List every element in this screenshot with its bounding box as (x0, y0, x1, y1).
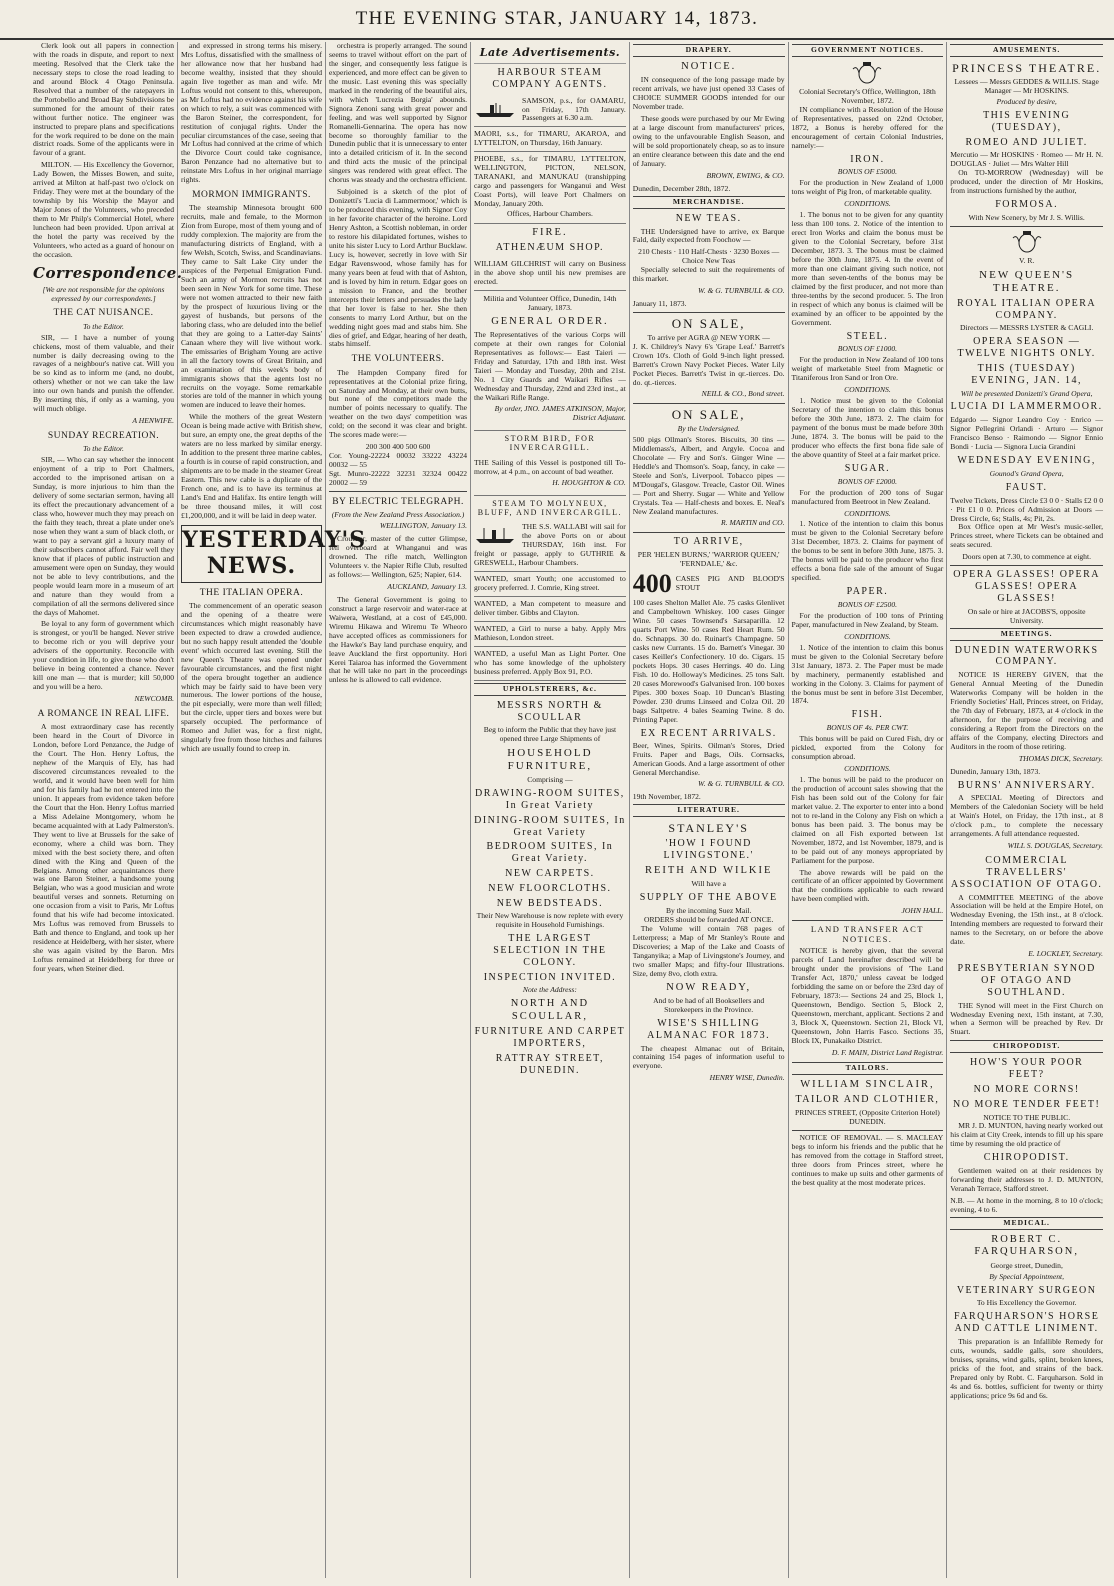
cast-list: Mercutio — Mr HOSKINS · Romeo — Mr H. N. DOUGLAS · Juliet — Mrs Walter Hill (950, 150, 1104, 169)
ad-text: IN consequence of the long passage made by recent arrivals, we have just opened 33 Cases of CHOICE SUMMER GOODS intended for our November trade. (632, 75, 785, 112)
letter-signature: A HENWIFE. (132, 416, 174, 426)
ad-text: With New Scenery, by Mr J. S. Willis. (968, 212, 1085, 222)
ad-heading: HARBOUR STEAM COMPANY AGENTS. (492, 66, 608, 90)
ad-heading: SUPPLY OF THE ABOVE (639, 892, 778, 904)
notice-text: The above rewards will be paid on the certificate of an officer appointed by Government that the conditions applicable to each reward have been complied with. (791, 867, 944, 904)
ad-heading: ON SALE, (671, 407, 746, 423)
ad-text: PER 'HELEN BURNS,' 'WARRIOR QUEEN,' 'FERNDALE,' &c. (637, 549, 780, 568)
ad-heading: FAUST. (1005, 481, 1048, 493)
article-text: and expressed in strong terms his misery. Mrs Loftus, dissatisfied with the smallness of her allowance now that her husband had become wealthy, insisted that they should again live together as man and wife. Mr Loftus would not consent to this, whereupon, as Mr Loftus had no evidence against his wife on which to rely, a suit was commenced with the Baron Steiner, the correspondent, for restitution of conjugal rights. Under the peculiar circumstances of the case, seeing that Mr Loftus had connived at the crime of which the Divorce Court could take cognisance, Baron Penzance had no alternative but to reinstate Mrs Loftus in her original marriage rights. (181, 41, 322, 185)
article-text: orchestra is properly arranged. The sound seems to travel without effort on the part of the singer, and consequently less fatigue is experienced, and more effect can be given to the music. Last evening this was specially marked in the rendering of the beautiful airs, with which 'Lucrezia Borgia' abounds. Signora Zenoni sang with great power and feeling, and was well supported by Signor Romanelli-Gennarina. The opera has now become so thoroughly familiar to the Dunedin public that it is unnecessary to enter into a detailed criticism of it. In the second and third acts the music of the principal singers was rendered with great effect. The chorus was steady and the orchestra efficient. (329, 41, 468, 185)
notice-heading: FISH. (851, 709, 884, 721)
ad-signature: W. & G. TURNBULL & CO. (698, 286, 785, 296)
letter-heading: SUNDAY RECREATION. (47, 431, 160, 442)
ad-text: MR J. D. MUNTON, having nearly worked out his claim at City Creek, intends to fill up his spare time by resuming the old practice of (950, 1121, 1104, 1149)
ad-heading: NEW TEAS. (675, 212, 742, 224)
ad-text: Directors — MESSRS LYSTER & CAGLI. (959, 323, 1094, 333)
article-text: The commencement of an operatic season and the opening of a theatre were circumstances which might reasonably have been expected to draw a crowded audience, but no such happy result attended the 'double event' which occurred last evening. Still the new Queen's Theatre was opened under favourable circumstances, and the first night of the opera brought together an audience which may be fairly said to have been very numerous. The lower portions of the house, the pit especially, were more than well filled; but the circle, upper tiers and boxes were but sparsely occupied. The performance of Romeo and Juliet was, for a first night, singularly free from those hitches and failures which are usually found to creep in. (181, 600, 322, 754)
ad-text: To arrive per AGRA @ NEW YORK — (647, 333, 770, 343)
ad-text: 500 pigs Ollman's Stores. Biscuits, 30 tins — Middlemass's, Albert, and Argyle. Cocoa and Chocolate — Fry and Son's. Ginger Wine — Heddle's and Thomson's. Soap, fancy, in cake — Steele and Son's, Liverpool. Tobacco pipes — M'Dougal's, Glasgow. Treacle, Castor Oil. Wines — Port and Sherry. Sugar — White and Yellow Crystals. Tea — Half-chests and boxes. E. Neal's New Zealand manufactures. (632, 435, 785, 517)
ad-text: PHOEBE, s.s., for TIMARU, LYTTELTON, WELLINGTON, PICTON, NELSON, TARANAKI, and MANUKAU (transhipping cargo and passengers for Wanganui and West Coast Ports), will leave Port Chalmers on Monday, January 20th. (474, 154, 626, 209)
ad-heading: FORMOSA. (995, 199, 1059, 211)
notice-signature: JOHN HALL. (901, 906, 944, 916)
ad-text: Beer, Wines, Spirits. Oilman's Stores, Dried Fruits. Paper and Bags, Oils. Cornsacks, American Goods. And a large assortment of other General Merchandise. (632, 741, 785, 778)
ad-text: The Representatives of the various Corps will compete at their own ranges for Colonial Representatives as follows:— East Taieri — Friday and Saturday, 17th and 18th inst. West Taieri — Monday and Tuesday, 20th and 21st. No. 1 City Guards and Waikari Rifles — Wednesday and Thursday, 22nd and 23rd inst., at the Waikari Rifle Range. (474, 330, 626, 402)
ad-text: By the incoming Suez Mail. (665, 906, 752, 916)
notice-text: 1. Notice of the intention to claim this bonus must be given to the Colonial Secretary before 31st January, 1873. 2. The Paper must be made by machinery, permanently established and working in the Colony. 3. Claims for payment of the bonus must be sent in before 31st December, 1874. (791, 642, 944, 706)
dateline: WELLINGTON, January 13. (379, 521, 468, 531)
section-label: GOVERNMENT NOTICES. (792, 44, 944, 57)
letter-signature: NEWCOMB. (134, 694, 174, 704)
section-label: MERCHANDISE. (633, 196, 785, 209)
column-4 (471, 42, 630, 1578)
disclaimer: [We are not responsible for the opinions expressed by our correspondents.] (42, 284, 165, 303)
advertisement (474, 622, 626, 647)
article-text: MILTON. — His Excellency the Governor, Lady Bowen, the Misses Bowen, and suite, arrived at Milton at half-past two o'clock on Friday. They were met at the boundary of the township by his Worship the Mayor and Major Jones of the Volunteers, who preceded them to Mr Philp's Commercial Hotel, where luncheon had been provided. Upon arrival at the hotel the party was received by the Volunteers, who acted as a guard of honour on the occasion. (33, 160, 174, 259)
article-text: Subjoined is a sketch of the plot of Donizetti's 'Lucia di Lammermoor,' which is to be produced this evening, with Signor Coy in her favorite character of the heroine. Lord Henry Ashton, a Scottish nobleman, in order to restore his dilapidated fortunes, wishes to unite his sister Lucy to Lord Arthur Bucklaw. Lucy is, however, secretly in love with Sir Edgar Ravenswood, whose family has for many years been at feud with that of Ashton, and is loved by him in return. Edgar goes on a mission to France, and the brother intercepts their letters and persuades the lady that her lover is false to her. She then consents to marry Lord Arthur, but on the wedding night goes mad and stabs him. She dies of grief, and Edgar, hearing of her death, stabs himself. (329, 187, 468, 349)
ad-text: PRINCES STREET, (Opposite Criterion Hotel) DUNEDIN. (795, 1107, 940, 1126)
ad-item: NEW FLOORCLOTHS. (488, 882, 612, 894)
royal-crest-icon (1008, 230, 1046, 254)
notice-signature: D. F. MAIN, District Land Registrar. (831, 1047, 944, 1057)
conditions-label: CONDITIONS. (844, 764, 891, 774)
conditions-label: CONDITIONS. (844, 199, 891, 209)
notice-text: NOTICE is hereby given, that the several parcels of Land hereinafter described will be brought under the provisions of 'The Land Transfer Act, 1870,' unless caveat be lodged forbidding the same on or before the 23rd day of February, 1873:— Sections 24 and 25, Block 1, Queenstown, Bendigo. Section 5, Block 2, Queenstown, merchant, applicant. Sections 2 and 3, Block X, Queenstown. Section 21, Block VI, Queenstown, John Harris Fasco. Sections 35, Block IX, Punakaiko District. (791, 946, 944, 1045)
ad-signature: E. LOCKLEY, Secretary. (1028, 949, 1104, 959)
ad-heading: PRESBYTERIAN SYNOD OF OTAGO AND SOUTHLAND. (957, 963, 1096, 998)
notice-text: 1. The bonus not to be given for any quantity less than 100 tons. 2. Notice of the intention to erect Iron Works and claim the bonus must be given to the Colonial Secretary, before 31st December, 1873. 3. The bonus must be claimed before the 30th June, 1875. 4. In the event of more than one claimant giving such notice, not more than seven-tenths of the bonus may be claimed by the first producer, and not more than three-tenths by the second producer. 5. The Iron in respect of which any bonus is claimed will be examined by an officer to be appointed by the Government. (791, 210, 944, 327)
ad-text: NOTICE OF REMOVAL. — S. MACLEAY begs to inform his friends and the public that he has removed from the cottage in Stafford street, three doors from Princes street, where he continues to make up suits and other garments of the best quality at the most moderate prices. (791, 1132, 944, 1187)
advertisement (474, 257, 626, 291)
notice-text: 1. The bonus will be paid to the producer on the production of account sales showing that the Fish has been sold out of the Colony for fair market value. 2. The exporter to enter into a bond not to re-land in the Colony any Fish on which a bonus has been paid. 3. The bonus may be claimed on all Fish exported between 1st November, 1872, and 1st November, 1879, and is to be paid out of any moneys appropriated by Parliament for the purpose. (791, 774, 944, 865)
ad-text: Produced by desire, (996, 97, 1057, 107)
ad-item: NEW BEDSTEADS. (496, 897, 604, 909)
notice-text: For the production of 100 tons of Printing Paper, manufactured in New Zealand, by Steam. (791, 610, 944, 629)
ad-heading: MESSRS NORTH & SCOULLAR (496, 699, 603, 723)
ad-text: January 11, 1873. (632, 299, 687, 309)
notice-heading: IRON. (850, 153, 885, 165)
advertisement (474, 597, 626, 622)
ad-heading: FIRE. (532, 227, 568, 238)
ad-heading: STANLEY'S (668, 821, 749, 836)
ad-text: Dunedin, January 13th, 1873. (950, 766, 1041, 776)
ad-signature: R. MARTIN and CO. (721, 518, 785, 527)
section-heading: Correspondence. (33, 263, 183, 282)
ad-heading: GENERAL ORDER. (491, 315, 609, 327)
conditions-label: CONDITIONS. (844, 385, 891, 395)
ad-heading: EX RECENT ARRIVALS. (640, 727, 777, 739)
advertisement (474, 520, 626, 572)
advertisement (474, 152, 626, 224)
section-label: DRAPERY. (633, 44, 785, 57)
bonus-amount: BONUS OF £5000. (837, 167, 898, 177)
ad-text: NOTICE IS HEREBY GIVEN, that the General Annual Meeting of the Dunedin Waterworks Company will be holden in the Friendly Societies' Hall, Princes street, on Friday, the 7th day of February, 1873, at 4 o'clock in the afternoon, for the purpose of receiving and considering a Report from the Directors on the affairs of the Company, electing Directors and Auditors in the room of those retiring. (950, 670, 1104, 751)
notice-heading: PAPER. (846, 586, 889, 598)
article-heading: A ROMANCE IN REAL LIFE. (37, 709, 170, 720)
ad-heading: WILLIAM SINCLAIR, (800, 1078, 935, 1090)
ad-signature: WILL S. DOUGLAS, Secretary. (1007, 841, 1104, 851)
ad-item: BEDROOM SUITES, In Great Variety. (486, 841, 614, 865)
article-heading: BY ELECTRIC TELEGRAPH. (332, 497, 464, 507)
conditions-label: CONDITIONS. (844, 508, 891, 518)
ad-text: Lessees — Messrs GEDDES & WILLIS. Stage Manager — Mr HOSKINS. (954, 77, 1099, 96)
ad-text: Beg to inform the Public that they have just opened three Large Shipments of (483, 725, 617, 744)
column-3 (326, 42, 471, 1578)
ad-item: INSPECTION INVITED. (483, 971, 617, 983)
newspaper-masthead: THE EVENING STAR, JANUARY 14, 1873. (0, 0, 1114, 40)
score-row: Cor. Young-22224 00032 33222 43224 00032 — 55 (329, 451, 468, 470)
ad-text: WANTED, a useful Man as Light Porter. One who has some knowledge of the upholstery business preferred. Apply Box 91, P.O. (474, 648, 626, 676)
ad-text: By the Undersigned. (677, 424, 740, 434)
ad-text: WILLIAM GILCHRIST will carry on Business in the above shop until his new premises are erected. (474, 259, 626, 287)
ad-heading: NO MORE TENDER FEET! (953, 1098, 1101, 1110)
ad-text: By Special Appointment, (989, 1271, 1065, 1281)
ad-heading: ROBERT C. FARQUHARSON, (974, 1233, 1079, 1258)
ad-heading: OPERA GLASSES! OPERA GLASSES! OPERA GLASSES! (953, 569, 1100, 604)
ad-heading: HOW'S YOUR POOR FEET? (969, 1057, 1084, 1081)
ad-heading: ROYAL ITALIAN OPERA COMPANY. (957, 297, 1097, 321)
ad-heading: ROMEO AND JULIET. (965, 136, 1088, 148)
ad-text: THE Synod will meet in the First Church on Wednesday Evening next, 15th instant, at 7.30, when a Sermon will be preached by Rev. Dr Stuart. (950, 1000, 1104, 1037)
ad-text: J. K. Childrey's Navy 6's 'Grape Leaf.' Barrett's Crown 10's. Cloth of Gold 9-inch light pressed. Barrett's Crown Navy Pocket Pieces. Water Lily Pocket Pieces. Barrett's Twist in qr.-tierces. Do. do. qt.-tierces. (632, 342, 785, 388)
advertisement (474, 647, 626, 681)
ad-text: The Volume will contain 768 pages of Letterpress; a Map of Mr Stanley's Route and Discoveries; a Map of the Lake and Coasts of Tanganyika; a Map of Livingstone's Journey, and two smaller Maps; and fifty-four Illustrations. Size, demy 8vo, cloth extra. (632, 923, 785, 978)
section-label: MEETINGS. (950, 628, 1103, 641)
ad-item: DRAWING-ROOM SUITES, In Great Variety (475, 788, 625, 811)
ad-text: George street, Dunedin, (990, 1260, 1063, 1270)
article-source: (From the New Zealand Press Association.) (331, 510, 465, 520)
ad-signature: BROWN, EWING, & CO. (706, 170, 785, 180)
article-text: The steamship Minnesota brought 600 recruits, male and female, to the Mormon Zion from Europe, most of them young and of ruddy complexion. The majority are from the manufacturing districts of England, with a few Welsh, Scotch, Swiss, and Scandinavians. They came to Salt Lake City under the auspices of the Perpetual Emigration Fund. Such an army of Mormon recruits has not been seen in New York for some time. These were not women attracted to their new faith by the prospect of luxurious living or the gayest of husbands, but persons of the laboring class, who are deluded into the belief that they are going to a Latter-day Saints' Canaan where they will live without work. The emissaries of Brigham Young are active in all the factory towns of Great Britain, and an examination of this week's body of immigrants shows that the agents lost no recruits on the voyage. Some remarkable stories are told of the manner in which young women are induced to leave their homes. (181, 203, 322, 410)
ad-text: THE Undersigned have to arrive, ex Barque Fald, daily expected from Foochow — (632, 226, 785, 245)
section-heading: Late Advertisements. (479, 46, 621, 59)
ad-text: 210 Chests · 110 Half-Chests · 3230 Boxes — Choice New Teas (638, 247, 780, 266)
ad-text: CASES PIG AND BLOOD'S STOUT (675, 574, 785, 592)
notice-text: This bonus will be paid on Cured Fish, dry or pickled, exported from the Colony for consumption abroad. (791, 734, 944, 762)
steamship-icon (474, 525, 518, 545)
ad-signature: THOMAS DICK, Secretary. (1018, 753, 1104, 763)
column-5 (630, 42, 789, 1578)
ad-item: THE LARGEST SELECTION IN THE COLONY. (493, 933, 607, 968)
ad-heading: BURNS' ANNIVERSARY. (957, 779, 1096, 791)
ad-text: WANTED, a Man competent to measure and deliver timber. Gibbs and Clayton. (474, 599, 626, 618)
advertisement (474, 572, 626, 597)
ad-heading: NOW READY, (666, 981, 752, 993)
ad-text: To His Excellency the Governor. (976, 1298, 1077, 1308)
section-banner: YESTERDAY'S NEWS. (181, 525, 322, 583)
ad-heading: OPERA SEASON — TWELVE NIGHTS ONLY. (957, 336, 1096, 360)
ad-text: Doors open at 7.30, to commence at eight. (962, 552, 1091, 562)
ad-text: 19th November, 1872. (632, 792, 701, 802)
section-label: TAILORS. (792, 1062, 944, 1075)
notice-text: 1. Notice must be given to the Colonial Secretary of the intention to claim this bonus before the 30th June, 1873. 2. The claim for payment of the bonus must be made before 30th June, 1874. 3. The bonus will be paid to the producer who effects the first bona fide sale of the above quantity of Steel at a fair market price. (791, 396, 944, 459)
section-label: MEDICAL. (950, 1217, 1103, 1230)
notice-heading: SUGAR. (844, 462, 891, 474)
ad-heading: ON SALE, (671, 316, 746, 332)
article-text: Clerk look out all papers in connection with the roads in dispute, and report to next meeting. Resolved that the Clerk take the necessary steps to close the road leading to and around Block 4 Otago Peninsula. Resolved that a number of the ratepayers in the Portobello and Broad Bay Subdivisions be summoned for the amount of their rates without further notice. The engineer was instructed to prepare plans and specifications for the work required to be done on the main district roads. Some of the applicants were in favour of a grant. (33, 41, 174, 158)
letter-text: Be loyal to any form of government which is strongest, or you'll be hanged. Never strive to become rich or you will deprive your advisers of the opportunity. Reconcile with your condition in life, to give those who don't believe in being contented a chance. Never kill one man — that is murder; kill 50,000 and you will be a hero. (33, 619, 174, 692)
ad-signature: H. HOUGHTON & CO. (552, 477, 626, 487)
bonus-amount: BONUS OF 4s. PER CWT. (826, 723, 909, 733)
dateline: AUCKLAND, January 13. (387, 581, 468, 591)
column-6 (789, 42, 948, 1578)
ad-heading: VETERINARY SURGEON (956, 1284, 1097, 1296)
ad-text: A SPECIAL Meeting of Directors and Members of the Caledonian Society will be held at Wain's Hotel, on Friday, the 17th inst., at 8 o'clock p.m., to complete the necessary arrangements. A full attendance requested. (950, 793, 1104, 839)
ad-heading: THIS (TUESDAY) EVENING, JAN. 14, (971, 362, 1083, 386)
ad-text: The cheapest Almanac out of Britain, containing 154 pages of information useful to everyone. (632, 1043, 785, 1071)
ad-text: WANTED, a Girl to nurse a baby. Apply Mrs Mathieson, London street. (474, 624, 626, 642)
ad-heading: FARQUHARSON'S HORSE AND CATTLE LINIMENT. (953, 1311, 1100, 1335)
ad-text: On sale or hire at JACOBS'S, opposite University. (967, 606, 1086, 625)
ad-text: Their New Warehouse is now replete with every requisite in Household Furnishings. (476, 911, 624, 930)
ad-text: Comprising — (527, 775, 573, 785)
ad-text: MAORI, s.s., for TIMARU, AKAROA, and LYTTELTON, on Thursday, 16th January. (474, 129, 626, 148)
ad-text: On TO-MORROW (Wednesday) will be produced, under the direction of Mr Hoskins, from instructions furnished by the author, (950, 168, 1104, 196)
article-heading: THE VOLUNTEERS. (351, 354, 445, 365)
ad-signature: W. & G. TURNBULL & CO. (698, 779, 785, 789)
ad-item: RATTRAY STREET, DUNEDIN. (495, 1052, 605, 1076)
bonus-amount: BONUS OF £2000. (837, 476, 898, 486)
column-1 (30, 41, 183, 1578)
cast-list: Edgardo — Signor Leandro Coy · Enrico — Signor Pellegrini Orlandi · Arturo — Signor Francisco Benso · Raimondo — Signor Ennio Bondi · Lucia — Signora Lucia Grandini (950, 415, 1104, 452)
ad-heading: DUNEDIN WATERWORKS COMPANY. (954, 644, 1099, 668)
article-text: Croucher, master of the cutter Glimpse, fell overboard at Whanganui and was drowned. The rifle match, Wellington Volunteers v. the Napier Rifle Club, resulted as follows:— Wellington, 625; Napier, 614. (329, 534, 468, 579)
ad-heading: PRINCESS THEATRE. (952, 60, 1102, 75)
ad-heading: STORM BIRD, FOR INVERCARGILL. (504, 433, 596, 453)
ad-heading: STEAM TO MOLYNEUX, BLUFF, AND INVERCARGILL. (477, 498, 623, 518)
notice-text: For the production in New Zealand of 100 tons weight of marketable Steel from Magnetic or Titaniferous Iron Sand or Iron Ore. (791, 355, 944, 383)
notice-text: For the production in New Zealand of 1,000 tons weight of Pig Iron, of marketable quality. (791, 178, 944, 197)
article-heading: MORMON IMMIGRANTS. (192, 190, 311, 201)
article-text: The General Government is going to construct a large reservoir and water-race at Waiwera, Westland, at a cost of £45,000. Wiremu Hikawa and Wiremu Te Wheoro have accepted offices as commissioners for the Hawke's Bay land purchase enquiry, and leave Auckland the first opportunity. Hori Kerei Taiaroa has informed the Government that he will take no part in the proceedings unless he is allowed to call evidence. (329, 594, 468, 685)
notice-text: For the production of 200 tons of Sugar manufactured from Beetroot in New Zealand. (791, 487, 944, 506)
steamship-icon (474, 99, 518, 119)
ad-heading: 'HOW I FOUND LIVINGSTONE.' (663, 838, 754, 862)
letter-heading: THE CAT NUISANCE. (53, 308, 154, 319)
advertisement (474, 291, 626, 431)
advertisement (474, 456, 626, 496)
quantity-figure: 400 (632, 568, 672, 598)
article-heading: THE ITALIAN OPERA. (199, 587, 304, 598)
ad-signature: By order, JNO. JAMES ATKINSON, Major, District Adjutant. (494, 403, 626, 422)
ad-heading: REITH AND WILKIE (644, 864, 773, 876)
ad-text: Specially selected to suit the requirements of this market. (632, 265, 785, 284)
letter-text: SIR, — Who can say whether the innocent enjoyment of a trip to Port Chalmers, accorded to the imprisoned artisan on a Sunday, is more injurious to him than the delivery of some sectarian sermon, having all its effect the precautionary advancement of a class who, however much they may preach on the faith they teach, threat a plate under one's nose when they want a sum of black cloth, or want to pay a servant girl a luxury many of their subscribers cannot afford. Fair well they know that if places of public instruction and amusement were open on Sunday, they would not be able to levy contributions, and the people would learn more in a museum of art and nature than they would from a compilation of all the sermons delivered since the days of Mahomet. (33, 455, 174, 617)
royal-crest-icon (848, 61, 886, 85)
article-text: While the mothers of the great Western Ocean is being made active with British shew, but sure, an empty one, the great depths of the waters are no less marked by similar energy. In addition to the present three marine cables, a fourth is in course of rapid construction, and shipments are to be made in the steamer Great Eastern. This new cable is a duplicate of the French one, and is to have its terminus at Land's End and Halifax. Its entire length will be three thousand miles, it will cost £1,200,000, and it will be laid in deep water. (181, 412, 322, 520)
notice-heading: LAND TRANSFER ACT NOTICES. (810, 924, 925, 945)
ad-heading: WEDNESDAY EVENING, (957, 455, 1096, 467)
advertisement (474, 94, 626, 128)
ad-text: ORDERS should be forwarded AT ONCE. (643, 914, 774, 924)
article-text: A most extraordinary case has recently been heard in the Court of Divorce in London, before Lord Penzance, the Judge of the Court. The Hon. Henry Loftus, the nephew of the Marquis of Ely, has had discovered circumstances revealed to the world, and it would have been well for him and for his family had he not entered into the union. It appears from evidence taken before the Court that the Hon. Henry Loftus married a Miss Adelaine Montgomery, whom he became acquainted with at Lady Palmerston's. They went to live at Brussels for the sake of economy, where a child was born. They mixed with the best society there, and often dined with the King and Queen of the Belgians. Among other acquaintances there was one Baron Steiner, a handsome young Belgian, who was a good musician and wrote beautiful verses and sonnets. Returning on one occasion from a visit to Paris, Mr Loftus found that his wife had become intoxicated. Mrs Loftus was removed from Brussels to Bath and thence to England, and took up her residence at Heidelberg, with her sister, where she was again visited by the Baron. Mrs Loftus remained at Heidelberg for three or four years, when Steiner died. (33, 722, 174, 973)
ad-text: WANTED, smart Youth; one accustomed to grocery preferred. J. Comrie, King street. (474, 574, 626, 593)
ad-text: Note the Address: (522, 985, 577, 995)
ad-text: SAMSON, p.s., for OAMARU, on Friday, 17th January. Passengers at 6.30 a.m. (522, 95, 626, 123)
ad-text: Will have a (691, 879, 727, 889)
ad-text: THE Sailing of this Vessel is postponed till To-morrow, at 4 p.m., on account of bad weather. (474, 457, 626, 476)
column-2 (178, 41, 367, 1578)
letter-salutation: To the Editor. (83, 444, 124, 454)
ad-item: FURNITURE AND CARPET IMPORTERS, (474, 1026, 626, 1049)
ad-text: A COMMITTEE MEETING of the above Association will be held at the Empire Hotel, on Wednesday Evening, the 15th inst., at 8 o'clock. Intending members are requested to forward their names to the Secretary, on or before the above date. (950, 892, 1104, 947)
ad-text: N.B. — At home in the morning, 8 to 10 o'clock; evening, 4 to 6. (950, 1196, 1104, 1214)
ad-heading: CHIROPODIST. (983, 1152, 1070, 1164)
ad-heading: LUCIA DI LAMMERMOOR. (950, 401, 1103, 413)
ad-heading: TO ARRIVE, (673, 535, 744, 547)
letter-text: SIR, — I have a number of young chickens, most of them valuable, and their number is daily decreasing owing to the ravages of a neighbour's native cat. Will you be so kind as to inform me (and, no doubt, others) whether or not we can take the law into our own hands and punish the offender. By inserting this, if only as a warning, you will much oblige. (33, 332, 174, 414)
ad-heading: NOTICE. (681, 60, 737, 72)
score-row: Sgt. Munro-22222 32231 32324 00422 20002 — 59 (329, 469, 468, 488)
ad-heading: NO MORE CORNS! (973, 1083, 1080, 1095)
ad-text: This preparation is an Infallible Remedy for cuts, wounds, saddle galls, sore shoulders, bruises, sprains, wind galls, splint, broken knees, pricks of the foot, and strains of the back. Prepared only by Robt. C. Farquharson. Sold in 4s and 6s. bottles, sufficient for twenty or thirty applications; price 9s 6d and 6s. (950, 1336, 1104, 1400)
ticket-prices: Twelve Tickets, Dress Circle £3 0 0 · Stalls £2 0 0 · Pit £1 0 0. Prices of Admission at Doors — Dress Circle, 6s; Stalls, 4s; Pit, 2s. (950, 495, 1104, 523)
bonus-amount: BONUS OF £2500. (837, 599, 898, 609)
ad-text: Offices, Harbour Chambers. (506, 209, 593, 219)
notice-text: 1. Notice of the intention to claim this bonus must be given to the Colonial Secretary before 31st December, 1873. 2. Claims for payment of the bonus to be sent in before 30th June, 1875. 3. The bonus will be paid to the producer who first effects a bona fide sale of the amount of Sugar specified. (791, 519, 944, 583)
section-label: UPHOLSTERERS, &c. (474, 683, 626, 696)
ad-heading: NEW QUEEN'S THEATRE. (979, 268, 1075, 294)
section-label: LITERATURE. (633, 804, 785, 817)
ad-text: Box Office open at Mr West's music-seller, Princes street, where Tickets can be obtained and seats secured. (950, 522, 1104, 550)
conditions-label: CONDITIONS. (844, 631, 891, 641)
ad-heading: HOUSEHOLD FURNITURE, (507, 747, 593, 773)
ad-heading: THIS EVENING (TUESDAY), (983, 109, 1071, 133)
score-header: 200 300 400 500 600 (365, 442, 431, 452)
ad-signature: HENRY WISE, Dunedin. (709, 1073, 785, 1083)
ad-text: Dunedin, December 28th, 1872. (632, 183, 731, 193)
ad-text: These goods were purchased by our Mr Ewing at a large discount from manufacturers' prices, owing to the unfavourable English Season, and will be sold proportionately cheap, so as to insure an entire clearance between this date and the end of January. (632, 114, 785, 168)
ad-text: THE S.S. WALLABI will sail for the above Ports on or about THURSDAY, 16th inst. For freight or passage, apply to GUTHRIE & GRESWELL, Harbour Chambers. (474, 522, 626, 568)
ad-text: Militia and Volunteer Office, Dunedin, 14th January, 1873. (483, 294, 617, 312)
article-text: The Hampden Company fired for representatives at the Colonial prize firing, on Saturday and Monday, at their own butts, but none of the competitors made the number of points necessary to qualify. The weather on the two days' competition was cold; on the second it was clear and bright. The scores made were:— (329, 367, 468, 440)
ad-heading: ATHENÆUM SHOP. (495, 242, 605, 254)
ad-item: DINING-ROOM SUITES, In Great Variety (474, 814, 626, 838)
notice-heading: STEEL. (846, 330, 889, 342)
ad-item: NEW CARPETS. (505, 867, 595, 879)
bonus-amount: BONUS OF £1000. (837, 344, 898, 354)
ad-highlight (633, 569, 785, 600)
ad-text: Gentlemen waited on at their residences by forwarding their addresses to J. D. MUNTON, Veranah Terrace, Stafford street. (950, 1166, 1104, 1194)
ad-text: And to be had of all Booksellers and Storekeepers in the Province. (653, 996, 765, 1014)
section-label: AMUSEMENTS. (950, 44, 1103, 57)
ad-heading: TAILOR AND CLOTHIER, (795, 1094, 940, 1106)
letter-salutation: To the Editor. (83, 321, 124, 331)
ad-text: V. R. (1019, 255, 1035, 265)
notice-office: Colonial Secretary's Office, Wellington, 18th November, 1872. (799, 86, 936, 105)
ad-text: Will be presented Donizetti's Grand Opera, (960, 388, 1093, 398)
advertisement (474, 127, 626, 152)
ad-heading: WISE'S SHILLING ALMANAC FOR 1873. (647, 1017, 771, 1041)
newspaper-page (30, 42, 1106, 1578)
ad-heading: NORTH AND SCOULLAR, (510, 998, 590, 1022)
ad-signature: NEILL & CO., Bond street. (701, 389, 785, 399)
ad-heading: COMMERCIAL TRAVELLERS' ASSOCIATION OF OTAGO. (950, 855, 1103, 890)
ad-text: Gounod's Grand Opera, (989, 468, 1064, 478)
column-7 (947, 42, 1106, 1578)
ad-text: NOTICE TO THE PUBLIC. (983, 1112, 1071, 1122)
ad-text: 100 cases Shelton Mallet Ale. 75 casks Glenlivet and Campbeltown Whiskey. 100 cases Ginger Wine. 50 cases Townsend's Sarsaparilla. 12 quarts Port Wine. 50 cases Red Heart Rum. 50 do. Schnapps. 30 do. Ruinart's Champagne. 50 casks new Currants. 15 do. Barnett's Vinegar. 30 cases Keiller's Confectionery. 10 do. Cigars. 15 pockets Hops. 30 cases Herrings. 40 do. Ling Fish. 10 do. Holloway's Medicines. 25 tons Salt. 20 cases Morewood's Galvanised Iron. 100 boxes Pipes. 300 boxes Soap. 10 Duncan's Blasting Powder. 230 drums Linseed and Colza Oil. 20 bags Saltpetre. 4 bales Seaming Twine. 8 do. Printing Paper. (632, 598, 785, 724)
notice-text: IN compliance with a Resolution of the House of Representatives, passed on 22nd October, 1872, a Bonus is hereby offered for the encouragement of certain Colonial Industries, namely:— (791, 104, 944, 150)
section-label: CHIROPODIST. (950, 1040, 1103, 1053)
